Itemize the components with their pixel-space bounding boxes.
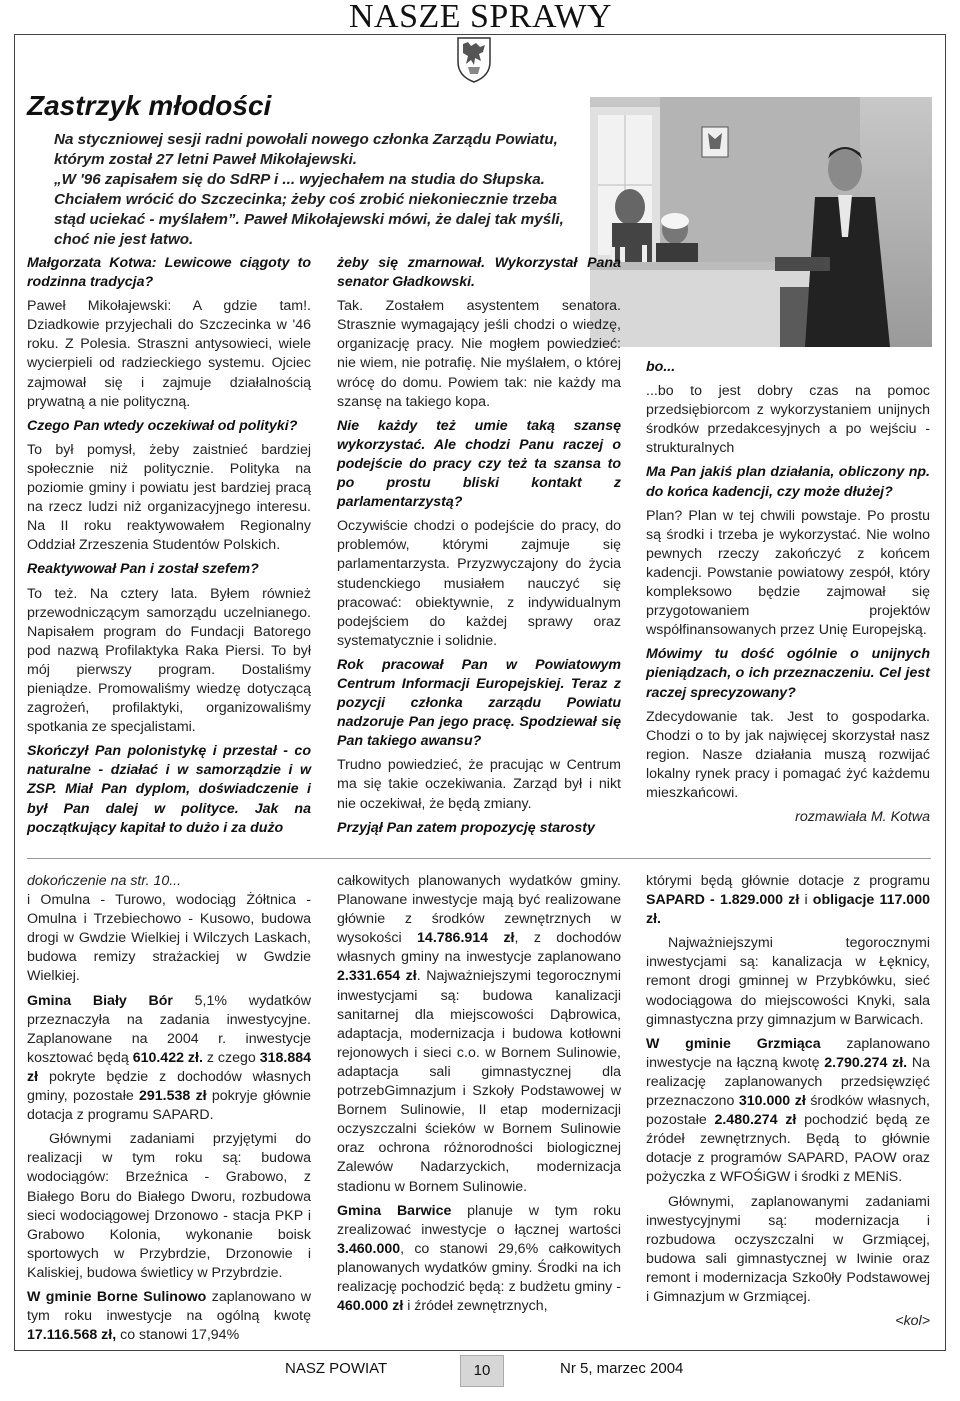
- interview-question: żeby się zmarnował. Wykorzystał Pana senator Gładkowski.: [337, 255, 621, 291]
- body-paragraph: Głównymi, zaplanowanymi zadaniami inwestycyjnymi są: modernizacja i rozbudowa oczyszczalni w Grzmiącej, budowa sali gimnastycznej w Iwinie oraz remont i modernizacja Szko0ły Podstawowej i Gimnazjum w Grzmiącej.: [646, 1193, 930, 1305]
- continuation-column-3: [646, 872, 930, 1336]
- interview-question: Małgorzata Kotwa: Lewicowe ciągoty to rodzinna tradycja?: [27, 255, 311, 291]
- interview-question: Czego Pan wtedy oczekiwał od polityki?: [27, 417, 298, 434]
- interview-question: bo...: [646, 359, 676, 375]
- page-number: 10: [460, 1355, 504, 1387]
- body-paragraph: Najważniejszymi tegorocznymi inwestycjami są: kanalizacja w Łęknicy, remont drogi gminnej w Przybkówku, sieć wodociągowa do miejscowości Knyki, sala gimnastyczna przy gimnazjum w Barwicach.: [646, 935, 930, 1028]
- body-paragraph: Gmina Barwice planuje w tym roku zrealizować inwestycje o łącznej wartości 3.460.000, co stanowi 29,6% całkowitych planowanych wydatków gminy. Środki na ich realizację pochodzić będą: z budżetu gminy - 460.000 zł i źródeł zewnętrznych,: [337, 1202, 621, 1315]
- footer-issue: Nr 5, marzec 2004: [560, 1360, 684, 1377]
- interview-question: Nie każdy też umie taką szansę wykorzystać. Ale chodzi Panu raczej o podejście do pracy czy też ta szansa to po prostu bliski kontakt z parlamentarzystą?: [337, 417, 621, 511]
- body-paragraph: i Omulna - Turowo, wodociąg Żółtnica - Omulna i Trzebiechowo - Kusowo, budowa drogi w Gwdzie Wielkiej i Wilczych Laskach, budowa remizy strażackiej w Gwdzie Wielkiej.: [27, 892, 311, 985]
- body-paragraph: To też. Na cztery lata. Byłem również przewodniczącym samorządu uczelnianego. Napisałem program do Fundacji Batorego pod nazwą Profilaktyka Raka Piersi. To był mój pierwszy program. Dostaliśmy pieniądze. Promowaliśmy wiedzę dotyczącą zagrożeń, profilaktyki, organizowaliśmy spotkania ze specjalistami.: [27, 585, 311, 736]
- body-paragraph: Tak. Zostałem asystentem senatora. Strasznie wymagający jeśli chodzi o wiedzę, organizację pracy. Nie mogłem powiedzieć: nie wiem, nie potrafię. Nie myślałem, o której wrócę do domu. Powiem tak: nie każdy ma szansę na takiego kopa.: [337, 298, 621, 410]
- continuation-column-2: [337, 872, 621, 1321]
- signature: rozmawiała M. Kotwa: [795, 809, 930, 826]
- interview-question: Rok pracował Pan w Powiatowym Centrum Informacji Europejskiej. Teraz z pozycji członka zarządu Powiatu nadzoruje Pan jego pracę. Spodziewał się Pan takiego awansu?: [337, 656, 621, 750]
- article-title: Zastrzyk młodości: [27, 90, 272, 121]
- lead-paragraph-2: „W '96 zapisałem się do SdRP i ... wyjechałem na studia do Słupska. Chciałem wrócić do Szczecinka; żeby coś zrobić niekoniecznie trzeba stąd uciekać - myślałem”. Paweł Mikołajewski mówi, że dalej tak myśli, choć nie jest łatwo.: [54, 171, 564, 249]
- section-title: NASZE SPRAWY: [348, 0, 612, 35]
- body-paragraph: Zdecydowanie tak. Jest to gospodarka. Chodzi o to by jak najwięcej skorzystał nasz region. Nasze działania muszą rozwijać lokalny rynek pracy i pomagać żyć każdemu mieszkańcowi.: [646, 708, 930, 801]
- body-paragraph: Trudno powiedzieć, że pracując w Centrum ma się takie oczekiwania. Zarząd był i nikt nie oczekiwał, że będą zmiany.: [337, 757, 621, 812]
- interview-question: Skończył Pan polonistykę i przestał - co naturalne - działać i w samorządzie i w ZSP. Miał Pan dyplom, doświadczenie i był Pan dalej w polityce. Jak na początkujący kapitał to dużo i za dużo: [27, 743, 311, 836]
- article-lead: [54, 130, 586, 251]
- body-paragraph: W gminie Borne Sulinowo zaplanowano w tym roku inwestycje na ogólną kwotę 17.116.568 zł, co stanowi 17,94%: [27, 1288, 311, 1344]
- session-photo: [590, 97, 932, 347]
- section-divider: [27, 858, 931, 859]
- continuation-note: dokończenie na str. 10...: [27, 873, 182, 889]
- interview-question: Mówimy tu dość ogólnie o unijnych pieniądzach, o ich przeznaczeniu. Cel jest raczej sprecyzowany?: [646, 646, 930, 701]
- interview-column-1: [27, 254, 311, 843]
- footer-publication: NASZ POWIAT: [285, 1360, 388, 1377]
- interview-question: Przyjął Pan zatem propozycję starosty: [337, 819, 595, 836]
- interview-question: Reaktywował Pan i został szefem?: [27, 561, 259, 578]
- continuation-column-1: [27, 872, 311, 1350]
- signature: <kol>: [895, 1313, 930, 1330]
- body-paragraph: ...bo to jest dobry czas na pomoc przedsiębiorcom z wykorzystaniem unijnych środków przedakcesyjnych a po wejściu - strukturalnych: [646, 383, 930, 457]
- body-paragraph: Oczywiście chodzi o podejście do pracy, do problemów, którymi zajmuje się parlamentarzysta. Przyzwyczajony do życia studenckiego musiałem nauczyć się pracować: obiektywnie, z indywidualnym podejściem do każdej sprawy oraz systematycznie i solidnie.: [337, 518, 621, 649]
- body-paragraph: Plan? Plan w tej chwili powstaje. Po prostu są środki i trzeba je wykorzystać. Nie wolno pewnych rzeczy zakończyć z końcem kadencji. Powstanie powiatowy zespół, który kompleksowo będzie zajmował się przygotowaniem projektów współfinansowanych przez Unię Europejską.: [646, 507, 930, 639]
- body-paragraph: Gmina Biały Bór 5,1% wydatków przeznaczyła na zadania inwestycyjne. Zaplanowane na 2004 r. inwestycje kosztować będą 610.422 zł. z czego 318.884 zł pokryte będzie z dochodów własnych gminy, pozostałe 291.538 zł pokryje głównie dotacja z programu SAPARD.: [27, 992, 311, 1124]
- body-paragraph: W gminie Grzmiąca zaplanowano inwestycje na łączną kwotę 2.790.274 zł. Na realizację zaplanowanych przedsięwzięć przeznaczono 310.000 zł środków własnych, pozostałe 2.480.274 zł pochodzić będą ze źródeł zewnętrznych. Będą to głównie dotacje z programów SAPARD, PAOW oraz pożyczka z WFOŚiGW i środki z MENiS.: [646, 1035, 931, 1186]
- body-paragraph: całkowitych planowanych wydatków gminy. Planowane inwestycje mają być realizowane głównie z środków zewnętrznych w wysokości 14.786.914 zł, z dochodów własnych gminy na inwestycje zaplanowano 2.331.654 zł. Najważniejszymi tegorocznymi inwestycjami są: budowa kanalizacji sanitarnej dla miejscowości Dąbrowica, adaptacja, modernizacja i budowa kotłowni rejonowych i sieci c.o. w Bornem Sulinowie, adaptacja sali gimnastycznej dla potrzebGimnazjum i Szkoły Podstawowej w Bornem Sulinowie, II etap modernizacji oczyszczalni ścieków w Bornem Sulinowie oraz ochrona różnorodności biologicznej Zalewów Nadarzyckich, modernizacja stadionu w Bornem Sulinowie.: [337, 873, 621, 1195]
- body-paragraph: którymi będą głównie dotacje z programu SAPARD - 1.829.000 zł i obligacje 117.000 zł.: [646, 873, 930, 928]
- body-paragraph: Głównymi zadaniami przyjętymi do realizacji w tym roku są: budowa wodociągów: Brzeźnica - Grabowo, z Białego Boru do Białego Dworu, rozbudowa sieci wodociągowej Drzonowo - stacja PKP i Grabowo Kolonia, wykonanie boisk sportowych w Przybrdzie, Drzonowie i Kaliskiej, budowa świetlicy w Przybrdzie.: [27, 1131, 311, 1281]
- body-paragraph: To był pomysł, żeby zaistnieć bardziej społecznie niż politycznie. Polityka na poziomie gminy i powiatu jest bardziej pracą na rzecz ludzi niż organizacyjnego interesu. Na II roku reaktywowałem Regionalny Oddział Zrzeszenia Studentów Polskich.: [27, 441, 311, 554]
- interview-question: Ma Pan jakiś plan działania, obliczony np. do końca kadencji, czy może dłużej?: [646, 464, 930, 500]
- interview-column-2: [337, 254, 621, 843]
- lead-paragraph-1: Na styczniowej sesji radni powołali nowego członka Zarządu Powiatu, którym został 27 letni Paweł Mikołajewski.: [54, 131, 558, 169]
- body-paragraph: Paweł Mikołajewski: A gdzie tam!. Dziadkowie przyjechali do Szczecinka w '46 roku. Z Polesia. Straszni antysowieci, wiele wycierpieli od radzieckiego systemu. Ojciec zajmował się i zajmuje działalnością prywatną a nie polityczną.: [27, 298, 311, 410]
- interview-column-3: [646, 358, 930, 832]
